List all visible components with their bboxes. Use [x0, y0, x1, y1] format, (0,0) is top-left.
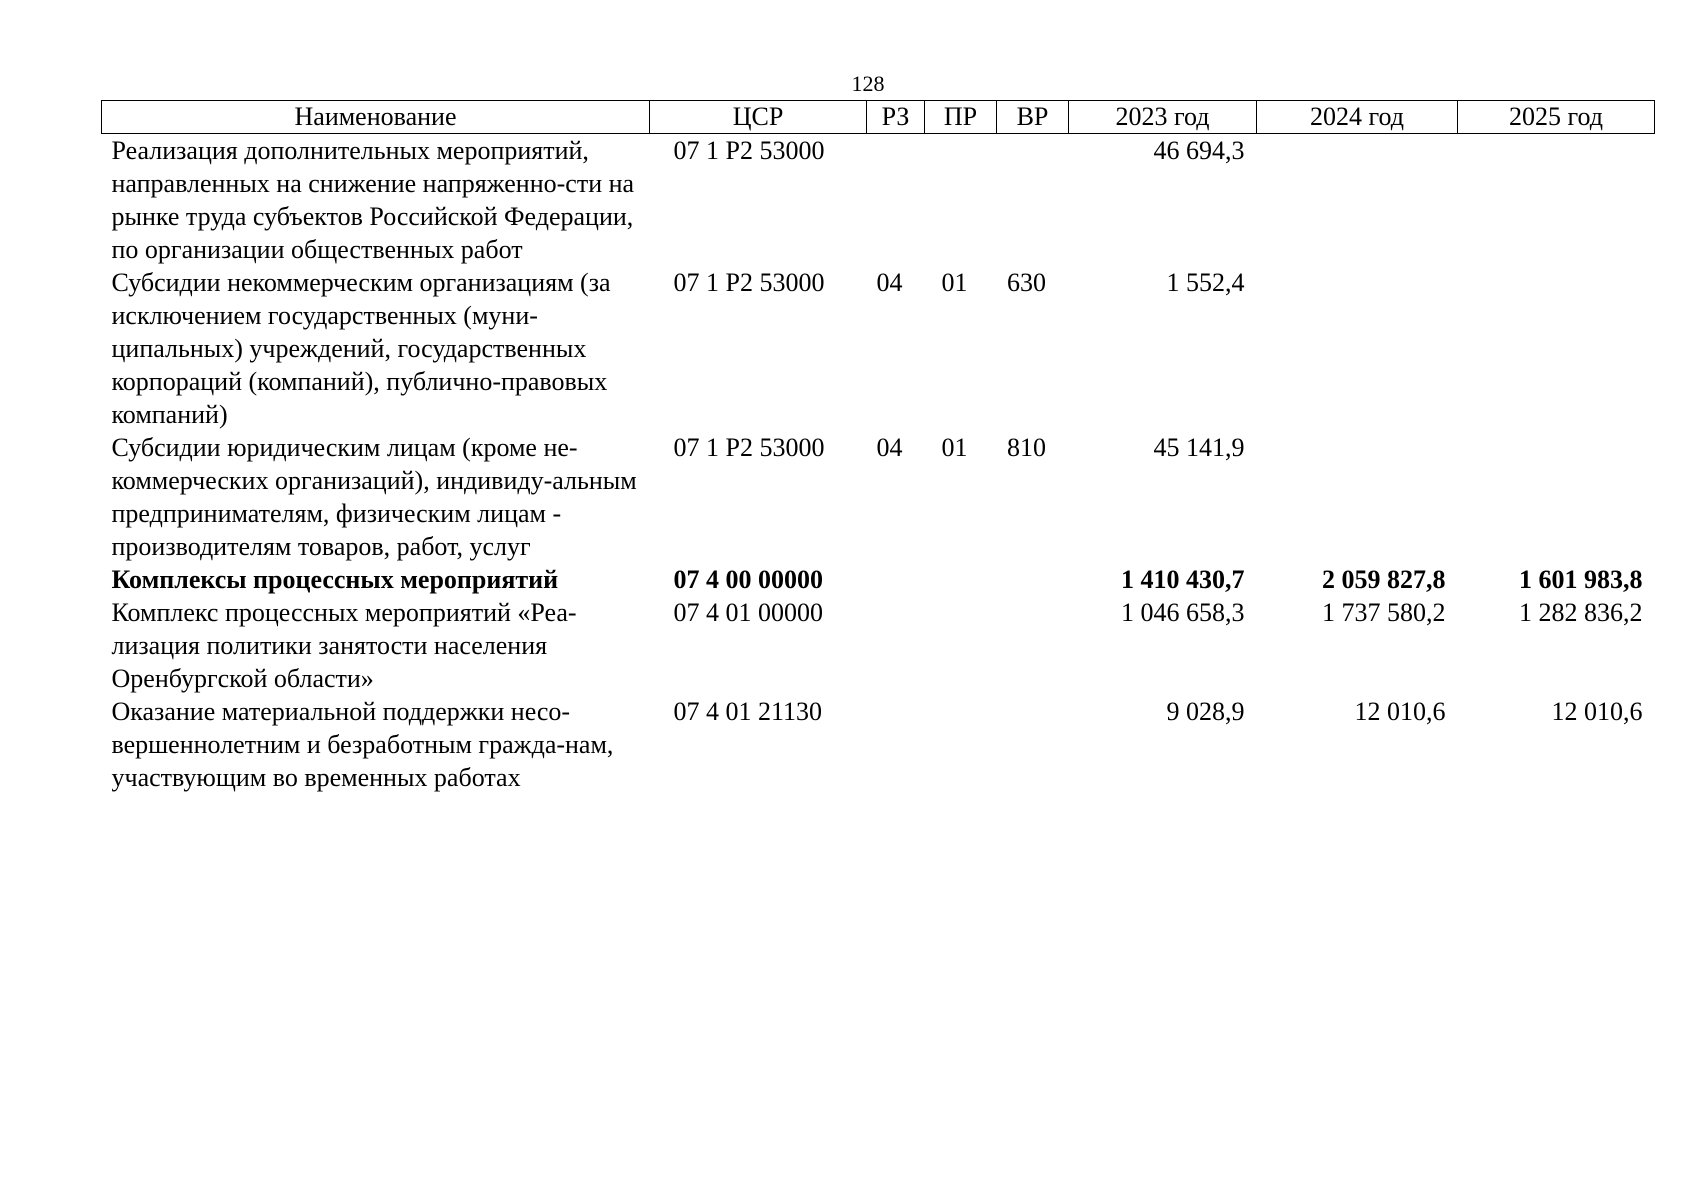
row-name: Оказание материальной поддержки несо-вершеннолетним и безработным гражда-нам, участвующим во временных работах: [111, 697, 614, 792]
row-2023: 46 694,3: [1153, 136, 1245, 165]
page-number: 128: [851, 71, 885, 96]
row-2023: 1 046 658,3: [1121, 598, 1245, 627]
header-pr: ПР: [925, 101, 997, 134]
row-2024: 1 737 580,2: [1322, 598, 1446, 627]
row-rz: 04: [876, 433, 903, 462]
row-name: Реализация дополнительных мероприятий, направленных на снижение напряженно-сти на рынке труда субъектов Российской Федерации, по организации общественных работ: [111, 136, 635, 264]
row-2025: 1 282 836,2: [1519, 598, 1643, 627]
header-csr: ЦСР: [650, 101, 867, 134]
row-pr: 01: [941, 433, 968, 462]
table-row: [102, 266, 1655, 431]
row-csr: 07 4 01 21130: [673, 697, 823, 726]
row-2025: 12 010,6: [1551, 697, 1643, 726]
row-2024: [1257, 266, 1458, 431]
table-row: [102, 431, 1655, 563]
row-csr: 07 1 P2 53000: [673, 268, 825, 297]
row-2023: 45 141,9: [1153, 433, 1245, 462]
row-2023: 1 552,4: [1166, 268, 1245, 297]
row-name: Субсидии некоммерческим организациям (за исключением государственных (муни-ципальных) учреждений, государственных корпораций (компаний), публично-правовых компаний): [111, 268, 611, 429]
header-2024: 2024 год: [1257, 101, 1458, 134]
row-2025: 1 601 983,8: [1519, 565, 1643, 594]
row-pr: [925, 134, 997, 267]
budget-table: [101, 100, 1655, 794]
row-vr: [997, 596, 1069, 695]
row-2023: 1 410 430,7: [1121, 565, 1245, 594]
row-2025: [1458, 431, 1655, 563]
row-pr: 01: [941, 268, 968, 297]
row-vr: 810: [1007, 433, 1046, 462]
row-2025: [1458, 134, 1655, 267]
row-rz: 04: [876, 268, 903, 297]
header-vr: ВР: [997, 101, 1069, 134]
row-2024: [1257, 431, 1458, 563]
row-csr: 07 4 01 00000: [673, 598, 823, 627]
row-rz: [867, 695, 925, 794]
row-csr: 07 4 00 00000: [673, 565, 823, 594]
row-vr: [997, 563, 1069, 596]
header-rz: РЗ: [867, 101, 925, 134]
table-header: [102, 101, 1655, 134]
row-rz: [867, 134, 925, 267]
row-pr: [925, 695, 997, 794]
row-rz: [867, 563, 925, 596]
row-vr: [997, 695, 1069, 794]
row-csr: 07 1 P2 53000: [673, 433, 825, 462]
row-2023: 9 028,9: [1166, 697, 1245, 726]
header-name: Наименование: [102, 101, 650, 134]
row-2024: 2 059 827,8: [1322, 565, 1446, 594]
row-2024: 12 010,6: [1354, 697, 1446, 726]
row-name: Комплексы процессных мероприятий: [111, 565, 559, 594]
row-2025: [1458, 266, 1655, 431]
row-name: Комплекс процессных мероприятий «Реа-лизация политики занятости населения Оренбургской области»: [111, 598, 577, 693]
row-pr: [925, 563, 997, 596]
table-row: [102, 134, 1655, 267]
row-vr: [997, 134, 1069, 267]
row-pr: [925, 596, 997, 695]
row-name: Субсидии юридическим лицам (кроме не-коммерческих организаций), индивиду-альным предпринимателям, физическим лицам - производителям товаров, работ, услуг: [111, 433, 637, 561]
table-row-bold: [102, 563, 1655, 596]
row-2024: [1257, 134, 1458, 267]
header-2023: 2023 год: [1069, 101, 1257, 134]
row-rz: [867, 596, 925, 695]
table-row: [102, 695, 1655, 794]
row-vr: 630: [1007, 268, 1046, 297]
table-row: [102, 596, 1655, 695]
header-2025: 2025 год: [1458, 101, 1655, 134]
row-csr: 07 1 P2 53000: [673, 136, 825, 165]
